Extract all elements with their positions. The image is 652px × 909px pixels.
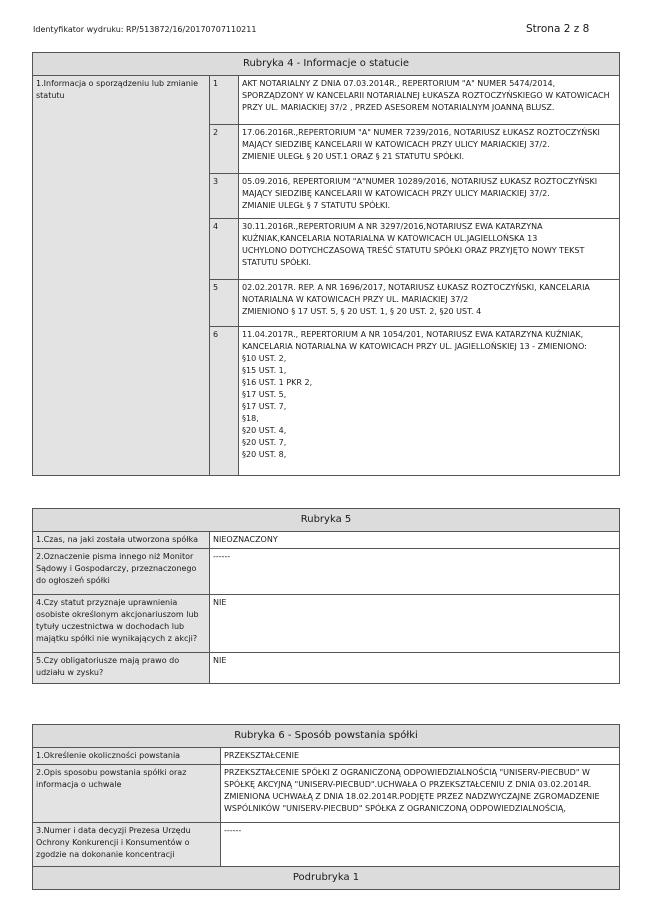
field-value: NIEOZNACZONY xyxy=(210,532,620,549)
entry-text: 11.04.2017R., REPERTORIUM A NR 1054/201, NOTARIUSZ EWA KATARZYNA KUŹNIAK, KANCELARIA NOTARIALNA W KATOWICACH PRZY UL. JAGIELLOŃSKIEJ 13 - ZMIENIONO: §10 UST. 2, §15 UST. 1, §16 UST. 1 PKR 2, §17 UST. 5, §17 UST. 7, §18, §20 UST. 4, §20 UST. 7, §20 UST. 8, xyxy=(239,327,620,476)
rubryka-4-table xyxy=(32,52,620,476)
field-label: 3.Numer i data decyzji Prezesa Urzędu Ochrony Konkurencji i Konsumentów o zgodzie na dokonanie koncentracji xyxy=(33,823,221,867)
entry-text: 02.02.2017R. REP. A NR 1696/2017, NOTARIUSZ ŁUKASZ ROZTOCZYŃSKI, KANCELARIA NOTARIALNA W KATOWICACH PRZY UL. MARIACKIEJ 37/2 ZMIENIONO § 17 UST. 5, § 20 UST. 1, § 20 UST. 2, §20 UST. 4 xyxy=(239,280,620,327)
field-value: ------ xyxy=(210,549,620,595)
field-label: 1.Określenie okoliczności powstania xyxy=(33,748,221,765)
entry-text: 17.06.2016R.,REPERTORIUM "A" NUMER 7239/2016, NOTARIUSZ ŁUKASZ ROZTOCZYŃSKI MAJĄCY SIEDZIBĘ KANCELARII W KATOWICACH PRZY ULICY MARIACKIEJ 37/2. ZMIENIE ULEGŁ § 20 UST.1 ORAZ § 21 STATUTU SPÓŁKI. xyxy=(239,125,620,174)
entry-number: 4 xyxy=(210,219,239,280)
entry-text: 30.11.2016R.,REPERTORIUM A NR 3297/2016,NOTARIUSZ EWA KATARZYNA KUŹNIAK,KANCELARIA NOTARIALNA W KATOWICACH UL.JAGIELLOŃSKA 13 UCHYLONO DOTYCHCZASOWĄ TREŚĆ STATUTU SPÓŁKI ORAZ PRZYJĘTO NOWY TEKST STATUTU SPÓŁKI. xyxy=(239,219,620,280)
print-identifier: Identyfikator wydruku: RP/513872/16/20170707110211 xyxy=(33,25,257,34)
entry-number: 6 xyxy=(210,327,239,476)
statute-info-label: 1.Informacja o sporządzeniu lub zmianie statutu xyxy=(33,76,210,476)
entry-number: 3 xyxy=(210,174,239,219)
rubryka-4-title: Rubryka 4 - Informacje o statucie xyxy=(33,53,620,76)
field-label: 1.Czas, na jaki została utworzona spółka xyxy=(33,532,210,549)
field-label: 5.Czy obligatoriusze mają prawo do udziału w zysku? xyxy=(33,653,210,684)
field-label: 4.Czy statut przyznaje uprawnienia osobiste określonym akcjonariuszom lub tytuły uczestnictwa w dochodach lub majątku spółki nie wynikających z akcji? xyxy=(33,595,210,653)
field-value: PRZEKSZTAŁCENIE xyxy=(221,748,620,765)
page-number: Strona 2 z 8 xyxy=(526,23,590,35)
field-label: 2.Opis sposobu powstania spółki oraz informacja o uchwale xyxy=(33,765,221,823)
entry-number: 1 xyxy=(210,76,239,125)
field-value: NIE xyxy=(210,595,620,653)
subsection-title: Podrubryka 1 xyxy=(33,867,620,890)
field-value: PRZEKSZTAŁCENIE SPÓŁKI Z OGRANICZONĄ ODPOWIEDZIALNOŚCIĄ "UNISERV-PIECBUD" W SPÓŁKĘ AKCYJNĄ "UNISERV-PIECBUD".UCHWAŁA O PRZEKSZTAŁCENIU Z DNIA 03.02.2014R. ZMIENIONA UCHWAŁĄ Z DNIA 18.02.2014R.PODJĘTE PRZEZ NADZWYCZAJNE ZGROMADZENIE WSPÓLNIKÓW "UNISERV-PIECBUD" SPÓŁKA Z OGRANICZONĄ ODPOWIEDZIALNOŚCIĄ, xyxy=(221,765,620,823)
rubryka-5-title: Rubryka 5 xyxy=(33,509,620,532)
field-value: ------ xyxy=(221,823,620,867)
field-value: NIE xyxy=(210,653,620,684)
entry-text: AKT NOTARIALNY Z DNIA 07.03.2014R., REPERTORIUM "A" NUMER 5474/2014, SPORZĄDZONY W KANCELARII NOTARIALNEJ ŁUKASZA ROZTOCZYŃSKIEGO W KATOWICACH PRZY UL. MARIACKIEJ 37/2 , PRZED ASESOREM NOTARIALNYM JOANNĄ BLUSZ. xyxy=(239,76,620,125)
entry-text: 05.09.2016, REPERTORIUM "A"NUMER 10289/2016, NOTARIUSZ ŁUKASZ ROZTOCZYŃSKI MAJĄCY SIEDZIBĘ KANCELARII W KATOWICACH PRZY ULICY MARIACKIEJ 37/2. ZMIANIE ULEGŁ § 7 STATUTU SPÓŁKI. xyxy=(239,174,620,219)
rubryka-6-title: Rubryka 6 - Sposób powstania spółki xyxy=(33,725,620,748)
rubryka-5-table xyxy=(32,508,620,684)
rubryka-6-table xyxy=(32,724,620,890)
field-label: 2.Oznaczenie pisma innego niż Monitor Sądowy i Gospodarczy, przeznaczonego do ogłoszeń spółki xyxy=(33,549,210,595)
entry-number: 2 xyxy=(210,125,239,174)
entry-number: 5 xyxy=(210,280,239,327)
